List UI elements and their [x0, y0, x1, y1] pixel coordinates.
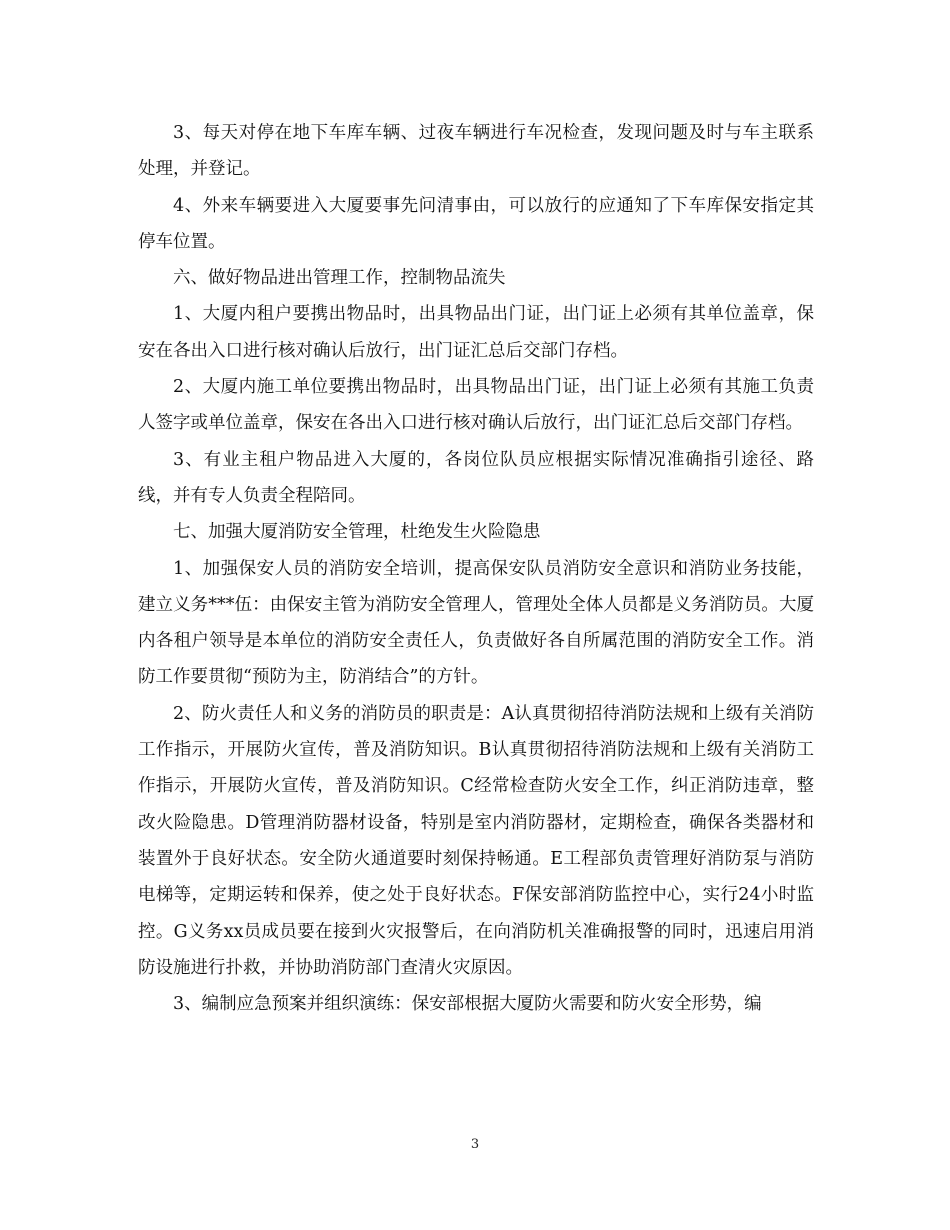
paragraph-contractor-goods-pass: 2、大厦内施工单位要携出物品时，出具物品出门证，出门证上必须有其施工负责人签字或单位盖章，保安在各出入口进行核对确认后放行，出门证汇总后交部门存档。 [138, 377, 814, 434]
paragraph-fire-duties: 2、防火责任人和义务的消防员的职责是：A认真贯彻招待消防法规和上级有关消防工作指示，开展防火宣传，普及消防知识。B认真贯彻招待消防法规和上级有关消防工作指示，开展防火宣传，普及消防知识。C经常检查防火安全工作，纠正消防违章，整改火险隐患。D管理消防器材设备，特别是室内消防器材，定期检查，确保各类器材和装置外于良好状态。安全防火通道要时刻保持畅通。E工程部负责管理好消防泵与消防电梯等，定期运转和保养，使之处于良好状态。F保安部消防监控中心，实行24小时监控。G义务xx员成员要在接到火灾报警后，在向消防机关准确报警的同时，迅速启用消防设施进行扑救，并协助消防部门查清火灾原因。 [138, 703, 814, 978]
section-heading-fire-safety: 七、加强大厦消防安全管理，杜绝发生火险隐患 [173, 522, 541, 543]
paragraph-goods-entry-escort: 3、有业主租户物品进入大厦的，各岗位队员应根据实际情况准确指引途径、路线，并有专人负责全程陪同。 [138, 449, 814, 506]
paragraph-vehicle-inspection: 3、每天对停在地下车库车辆、过夜车辆进行车况检查，发现问题及时与车主联系处理，并登记。 [138, 123, 814, 180]
paragraph-tenant-goods-pass: 1、大厦内租户要携出物品时，出具物品出门证，出门证上必须有其单位盖章，保安在各出入口进行核对确认后放行，出门证汇总后交部门存档。 [138, 304, 814, 361]
paragraph-fire-training: 1、加强保安人员的消防安全培训，提高保安队员消防安全意识和消防业务技能，建立义务***伍：由保安主管为消防安全管理人，管理处全体人员都是义务消防员。大厦内各租户领导是本单位的消防安全责任人，负责做好各自所属范围的消防安全工作。消防工作要贯彻“预防为主，防消结合”的方针。 [138, 558, 814, 688]
document-body [138, 115, 814, 1022]
paragraph-visitor-vehicles: 4、外来车辆要进入大厦要事先问清事由，可以放行的应通知了下车库保安指定其停车位置。 [138, 195, 814, 252]
paragraph-emergency-plan: 3、编制应急预案并组织演练：保安部根据大厦防火需要和防火安全形势，编 [173, 994, 762, 1015]
page-number: 3 [470, 1137, 480, 1152]
section-heading-goods-management: 六、做好物品进出管理工作，控制物品流失 [173, 268, 506, 289]
